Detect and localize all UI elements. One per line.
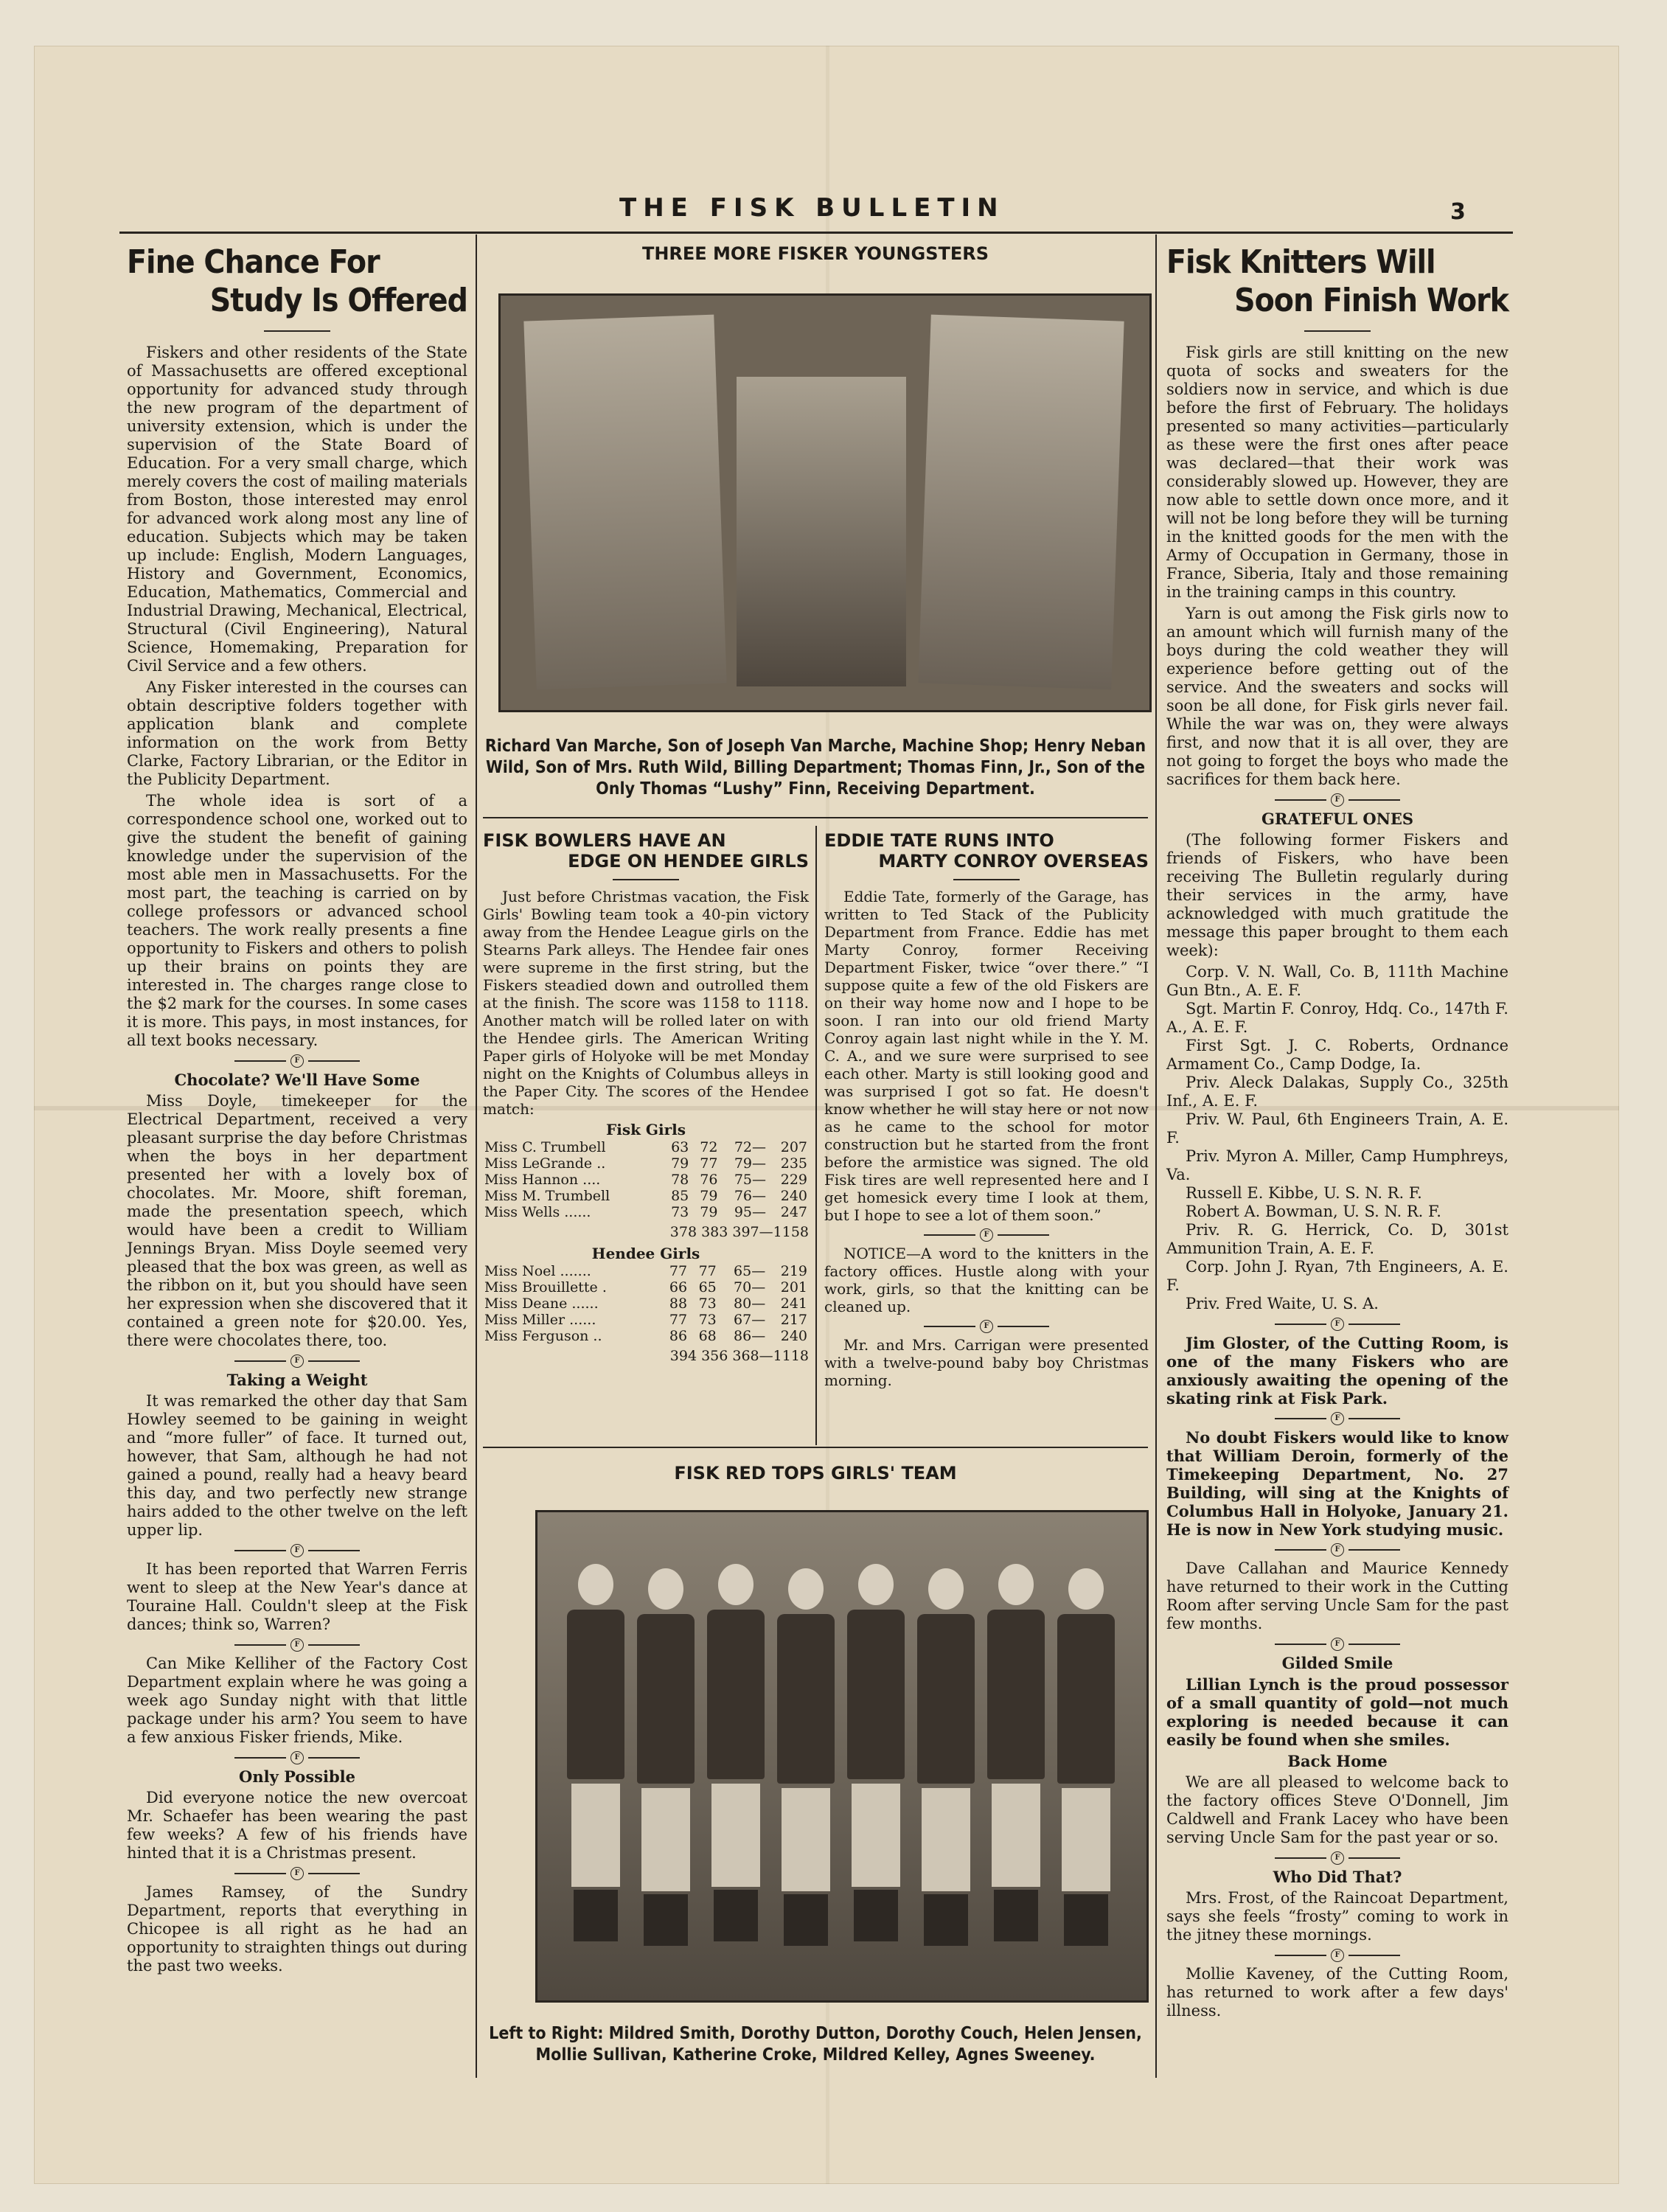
column-rule-center: [815, 826, 817, 1445]
fisk-separator: F: [127, 1543, 467, 1557]
subhead-chocolate: Chocolate? We'll Have Some: [174, 1071, 420, 1089]
score-cell-t: 240: [780, 1328, 807, 1344]
bowlers-headline-line2: EDGE ON HENDEE GIRLS: [568, 851, 809, 872]
headline-rule: [613, 879, 679, 880]
score-cell-name: Miss M. Trumbell: [484, 1188, 610, 1204]
score-cell-c: 76—: [734, 1188, 767, 1204]
fisk-separator: F: [127, 1053, 467, 1068]
headline-rule: [264, 330, 330, 332]
score-row: [483, 1155, 809, 1172]
soldier-entry: Priv. Fred Waite, U. S. A.: [1186, 1295, 1379, 1312]
article-paragraph: Can Mike Kelliher of the Factory Cost Department explain where he was going a week ago Sunday night with that little package under his arm? You seem to have a few anxious Fisker friends, Mike.: [127, 1655, 467, 1746]
score-cell-t: 247: [780, 1204, 807, 1220]
score-cell-name: Miss Miller ......: [484, 1312, 596, 1328]
article-paragraph: Any Fisker interested in the courses can obtain descriptive folders together with application blank and complete information on the work from Betty Clarke, Factory Librarian, or the Editor in the Publicity Department.: [127, 678, 467, 788]
tate-headline-line2: MARTY CONROY OVERSEAS: [878, 851, 1149, 872]
score-cell-name: Miss LeGrande ..: [484, 1155, 606, 1172]
soldier-entry: Sgt. Martin F. Conroy, Hdq. Co., 147th F. A., A. E. F.: [1166, 1000, 1508, 1036]
soldier-entry: Corp. John J. Ryan, 7th Engineers, A. E. F.: [1166, 1258, 1508, 1294]
score-cell-c: 86—: [734, 1328, 766, 1344]
score-cell-a: 73: [671, 1204, 689, 1220]
soldier-entry: First Sgt. J. C. Roberts, Ordnance Armament Co., Camp Dodge, Ia.: [1166, 1037, 1508, 1073]
player-figure: [707, 1564, 765, 1977]
left-column: [127, 243, 467, 1978]
photo1-caption: Richard Van Marche, Son of Joseph Van Marche, Machine Shop; Henry Neban Wild, Son of Mrs. Ruth Wild, Billing Department; Thomas Finn, Jr., Son of the Only Thomas “Lushy” Finn, Receiving Department.: [484, 737, 1146, 799]
bowlers-headline-line1: FISK BOWLERS HAVE AN: [483, 830, 726, 851]
score-cell-a: 78: [671, 1172, 689, 1188]
score-cell-c: 67—: [734, 1312, 766, 1328]
fisk-separator: F: [1166, 1850, 1508, 1865]
score-cell-a: 77: [669, 1312, 688, 1328]
soldier-entry: Priv. Aleck Dalakas, Supply Co., 325th Inf., A. E. F.: [1166, 1074, 1508, 1110]
article-paragraph: (The following former Fiskers and friends of Fiskers, who have been receiving The Bulletin regularly during their services in the army, have acknowledged with much gratitude the message this paper brought to them each week):: [1166, 831, 1508, 959]
child-portrait-center: [737, 377, 906, 686]
score-cell-name: Miss Ferguson ..: [484, 1328, 602, 1344]
right-column: [1166, 243, 1508, 2023]
fisk-separator: F: [824, 1227, 1149, 1242]
player-figure: [847, 1564, 905, 1977]
score-cell-b: 73: [698, 1312, 717, 1328]
score-cell-b: 79: [700, 1204, 718, 1220]
player-figure: [1057, 1568, 1115, 1981]
score-cell-b: 68: [698, 1328, 717, 1344]
page-number: 3: [1450, 199, 1466, 225]
left-headline-line2: Study Is Offered: [209, 282, 467, 319]
player-figure: [917, 1568, 975, 1981]
article-paragraph: It was remarked the other day that Sam Howley seemed to be gaining in weight and “more fuller” of face. It turned out, however, that Sam, although he had not gained a pound, really had a heavy beard this day, and two perfectly new strange hairs added to the other twelve on the left upper lip.: [127, 1392, 467, 1539]
score-cell-a: 85: [671, 1188, 689, 1204]
article-paragraph: James Ramsey, of the Sundry Department, reports that everything in Chicopee is all right as he had an opportunity to straighten things out during the past two weeks.: [127, 1883, 467, 1975]
score-cell-c: 80—: [734, 1295, 766, 1312]
score-cell-t: 240: [780, 1188, 807, 1204]
child-portrait-left: [523, 315, 726, 690]
score-row: [483, 1204, 809, 1220]
player-figure: [567, 1564, 624, 1977]
score-cell-b: 77: [698, 1263, 717, 1279]
article-paragraph: Just before Christmas vacation, the Fisk Girls' Bowling team took a 40-pin victory away from the Hendee League girls on the Stearns Park alleys. The Hendee fair ones were supreme in the first string, but the Fiskers steadied down and outrolled them at the finish. The score was 1158 to 1118. Another match will be rolled later on with the Hendee girls. The American Writing Paper girls of Holyoke will be met Monday night on the Knights of Columbus alleys in the Paper City. The scores of the Hendee match:: [483, 888, 809, 1118]
score-cell-name: Miss Deane ......: [484, 1295, 599, 1312]
player-figure: [987, 1564, 1045, 1977]
article-paragraph: Mrs. Frost, of the Raincoat Department, says she feels “frosty” coming to work in the jitney these mornings.: [1166, 1889, 1508, 1944]
score-cell-name: Miss Brouillette .: [484, 1279, 607, 1295]
column-rule-right: [1155, 234, 1157, 2078]
center-rule-1: [483, 817, 1148, 818]
article-paragraph: Dave Callahan and Maurice Kennedy have returned to their work in the Cutting Room after serving Uncle Sam for the past few months.: [1166, 1559, 1508, 1632]
score-cell-t: 217: [780, 1312, 807, 1328]
subhead-gilded-smile: Gilded Smile: [1281, 1654, 1393, 1672]
score-cell-a: 88: [669, 1295, 688, 1312]
score-cell-b: 76: [700, 1172, 718, 1188]
right-headline-line2: Soon Finish Work: [1234, 282, 1508, 319]
article-paragraph: It has been reported that Warren Ferris went to sleep at the New Year's dance at Touraine Hall. Couldn't sleep at the Fisk dances; think so, Warren?: [127, 1560, 467, 1633]
soldier-entry: Russell E. Kibbe, U. S. N. R. F.: [1186, 1184, 1422, 1202]
hendee-girls-heading: Hendee Girls: [591, 1245, 700, 1262]
soldier-entry: Priv. W. Paul, 6th Engineers Train, A. E. F.: [1166, 1110, 1508, 1147]
score-row: [483, 1312, 809, 1328]
article-paragraph: Mollie Kaveney, of the Cutting Room, has returned to work after a few days' illness.: [1166, 1965, 1508, 2020]
soldier-entry: Priv. R. G. Herrick, Co. D, 301st Ammunition Train, A. E. F.: [1166, 1221, 1508, 1257]
soldier-entry: Corp. V. N. Wall, Co. B, 111th Machine Gun Btn., A. E. F.: [1166, 963, 1508, 999]
tate-article: [824, 830, 1149, 1392]
fisk-girls-heading: Fisk Girls: [606, 1121, 686, 1138]
score-row: [483, 1279, 809, 1295]
fisk-total: 378 383 397—1158: [669, 1224, 809, 1240]
score-cell-c: 79—: [734, 1155, 767, 1172]
article-paragraph: No doubt Fiskers would like to know that William Deroin, formerly of the Timekeeping Department, No. 27 Building, will sing at the Knights of Columbus Hall in Holyoke, January 21. He is now in New York studying music.: [1166, 1428, 1508, 1539]
article-paragraph: Jim Gloster, of the Cutting Room, is one of the many Fiskers who are anxiously awaiting the opening of the skating rink at Fisk Park.: [1166, 1334, 1508, 1408]
child-portrait-right: [918, 315, 1124, 690]
score-cell-c: 75—: [734, 1172, 767, 1188]
hendee-total: 394 356 368—1118: [669, 1348, 809, 1364]
fisk-separator: F: [1166, 1636, 1508, 1651]
score-cell-b: 77: [700, 1155, 718, 1172]
score-cell-a: 66: [669, 1279, 688, 1295]
hendee-girls-scores: [483, 1263, 809, 1344]
article-paragraph: Lillian Lynch is the proud possessor of a small quantity of gold—not much exploring is needed because it can easily be found when she smiles.: [1166, 1675, 1508, 1749]
soldier-list: [1166, 963, 1508, 1313]
score-cell-t: 207: [780, 1139, 807, 1155]
fisk-separator: F: [824, 1318, 1149, 1333]
bowlers-article: [483, 830, 809, 1366]
tate-headline-line1: EDDIE TATE RUNS INTO: [824, 830, 1054, 851]
fisk-separator: F: [1166, 1947, 1508, 1962]
score-cell-t: 201: [780, 1279, 807, 1295]
fisk-separator: F: [127, 1750, 467, 1764]
score-cell-a: 79: [671, 1155, 689, 1172]
article-paragraph: Fiskers and other residents of the State of Massachusetts are offered exceptional opportunity for advanced study through the new program of the department of university extension, which is under the supervision of the State Board of Education. For a very small charge, which merely covers the cost of mailing materials from Boston, those interested may enrol for advanced work along most any line of education. Subjects which may be taken up include: English, Modern Languages, History and Government, Economics, Education, Mathematics, Commercial and Industrial Drawing, Mechanical, Electrical, Structural (Civil Engineering), Natural Science, Homemaking, Preparation for Civil Service and a few others.: [127, 344, 467, 675]
fisk-separator: F: [127, 1865, 467, 1880]
photo2-title: FISK RED TOPS GIRLS' TEAM: [674, 1463, 957, 1484]
score-cell-c: 72—: [734, 1139, 767, 1155]
red-tops-team-photo: [535, 1510, 1149, 2003]
player-figure: [777, 1568, 835, 1981]
score-cell-b: 79: [700, 1188, 718, 1204]
left-headline-line1: Fine Chance For: [127, 243, 380, 281]
masthead-rule: [119, 232, 1513, 234]
score-cell-name: Miss Noel .......: [484, 1263, 591, 1279]
photo2-caption: Left to Right: Mildred Smith, Dorothy Dutton, Dorothy Couch, Helen Jensen, Mollie Sullivan, Katherine Croke, Mildred Kelley, Agnes Sweeney.: [489, 2024, 1142, 2065]
article-paragraph: We are all pleased to welcome back to the factory offices Steve O'Donnell, Jim Caldwell and Frank Lacey who have been serving Uncle Sam for the past year or so.: [1166, 1773, 1508, 1846]
score-cell-name: Miss C. Trumbell: [484, 1139, 606, 1155]
center-rule-2: [483, 1447, 1148, 1448]
soldier-entry: Robert A. Bowman, U. S. N. R. F.: [1186, 1203, 1441, 1220]
score-cell-name: Miss Hannon ....: [484, 1172, 601, 1188]
score-cell-c: 65—: [734, 1263, 766, 1279]
score-cell-b: 65: [698, 1279, 717, 1295]
subhead-weight: Taking a Weight: [226, 1371, 368, 1389]
score-row: [483, 1295, 809, 1312]
score-cell-a: 77: [669, 1263, 688, 1279]
score-row: [483, 1263, 809, 1279]
score-cell-c: 95—: [734, 1204, 767, 1220]
score-cell-b: 72: [700, 1139, 718, 1155]
subhead-who-did-that: Who Did That?: [1273, 1868, 1402, 1886]
article-paragraph: Did everyone notice the new overcoat Mr. Schaefer has been wearing the past few weeks? A few of his friends have hinted that it is a Christmas present.: [127, 1789, 467, 1862]
article-paragraph: NOTICE—A word to the knitters in the factory offices. Hustle along with your work, girls, so that the knitting can be cleaned up.: [824, 1245, 1149, 1315]
youngsters-photo: [498, 293, 1152, 712]
headline-rule: [953, 879, 1020, 880]
fisk-separator: F: [1166, 792, 1508, 807]
article-paragraph: Eddie Tate, formerly of the Garage, has written to Ted Stack of the Publicity Department from France. Eddie has met Marty Conroy, former Receiving Department Fisker, twice “over there.” “I suppose quite a few of the old Fiskers are on their way home now and I hope to be soon. I ran into our old friend Marty Conroy again last night while in the Y. M. C. A., and we sure were surprised to see each other. Marty is still looking good and was surprised I got so fat. He doesn't know whether he will stay here or not now as he came to the school for motor construction but he started from the front before the armistice was signed. The old Fisk tires are well represented here and I get homesick every time I look at them, but I hope to see a lot of them soon.”: [824, 888, 1149, 1224]
score-cell-name: Miss Wells ......: [484, 1204, 591, 1220]
score-row: [483, 1139, 809, 1155]
article-paragraph: Miss Doyle, timekeeper for the Electrical Department, received a very pleasant surprise the day before Christmas when the boys in her department presented her with a lovely box of chocolates. Mr. Moore, shift foreman, made the presentation speech, which would have been a credit to William Jennings Bryan. Miss Doyle seemed very pleased that the box was green, as well as the ribbon on it, but you should have seen her expression when she discovered that it contained a green note for $20.00. Yes, there were chocolates there, too.: [127, 1092, 467, 1349]
score-cell-b: 73: [698, 1295, 717, 1312]
score-cell-a: 63: [671, 1139, 689, 1155]
score-row: [483, 1188, 809, 1204]
score-row: [483, 1172, 809, 1188]
fisk-separator: F: [1166, 1411, 1508, 1425]
article-paragraph: The whole idea is sort of a correspondence school one, worked out to give the student the benefit of gaining knowledge under the supervision of the most able men in Massachusetts. For the most part, the teaching is carried on by college professors or advanced school teachers. The work really presents a fine opportunity to Fiskers and others to polish up their brains on points they are interested in. The charges range close to the $2 mark for the courses. In some cases it is more. This pays, in most instances, for all text books necessary.: [127, 792, 467, 1049]
masthead-title: THE FISK BULLETIN: [619, 193, 1005, 223]
score-cell-t: 235: [780, 1155, 807, 1172]
score-cell-a: 86: [669, 1328, 688, 1344]
fisk-separator: F: [1166, 1542, 1508, 1557]
score-cell-c: 70—: [734, 1279, 766, 1295]
score-cell-t: 229: [780, 1172, 807, 1188]
headline-rule: [1304, 330, 1371, 332]
article-paragraph: Mr. and Mrs. Carrigan were presented with a twelve-pound baby boy Christmas morning.: [824, 1336, 1149, 1389]
subhead-back-home: Back Home: [1287, 1752, 1388, 1770]
column-rule-left: [476, 234, 477, 2078]
article-paragraph: Yarn is out among the Fisk girls now to an amount which will furnish many of the boys during the cold weather they will experience before getting out of the service. And the sweaters and socks will soon be all done, for Fisk girls never fail. While the war was on, they were always first, and now that it is all over, they are not going to forget the boys who made the sacrifices for them back here.: [1166, 605, 1508, 788]
score-row: [483, 1328, 809, 1344]
subhead-only-possible: Only Possible: [239, 1767, 355, 1786]
score-cell-t: 241: [780, 1295, 807, 1312]
right-headline-line1: Fisk Knitters Will: [1166, 243, 1435, 281]
score-cell-t: 219: [780, 1263, 807, 1279]
article-paragraph: Fisk girls are still knitting on the new quota of socks and sweaters for the soldiers now in service, and which is due before the first of February. The holidays presented so many activities—particularly as these were the first ones after peace was declared—that their work was considerably slowed up. However, they are now able to settle down once more, and it will not be long before they will be turning in the knitted goods for the men with the Army of Occupation in Germany, those in France, Siberia, Italy and those remaining in the training camps in this country.: [1166, 344, 1508, 601]
fisk-girls-scores: [483, 1139, 809, 1220]
soldier-entry: Priv. Myron A. Miller, Camp Humphreys, Va.: [1166, 1147, 1508, 1183]
subhead-grateful-ones: GRATEFUL ONES: [1261, 810, 1414, 828]
fisk-separator: F: [127, 1637, 467, 1652]
player-figure: [637, 1568, 695, 1981]
fisk-separator: F: [127, 1353, 467, 1368]
photo1-title: THREE MORE FISKER YOUNGSTERS: [641, 243, 989, 264]
fisk-separator: F: [1166, 1316, 1508, 1331]
